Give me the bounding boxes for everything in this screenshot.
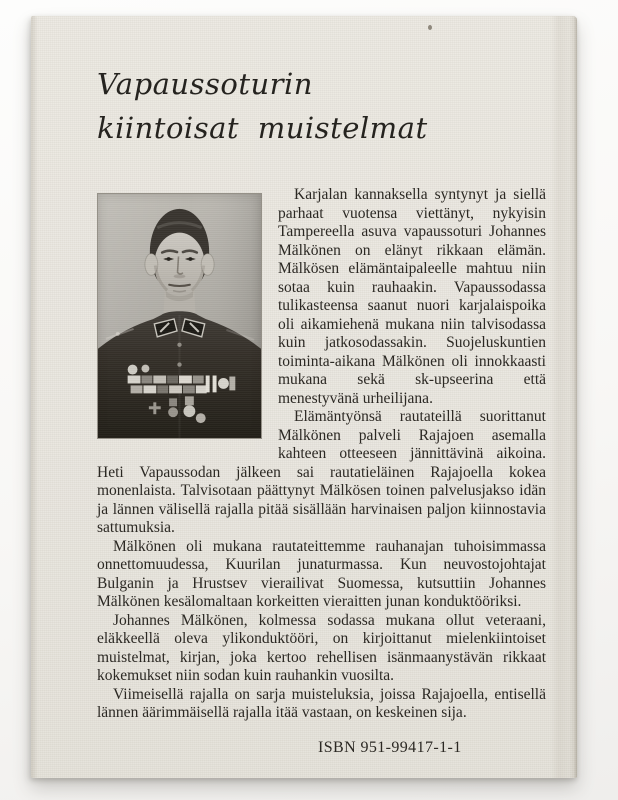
book-back-cover: [31, 16, 577, 778]
paragraph-2: Elämäntyönsä rautateillä suorittanut Mälkönen palveli Rajajoen asemalla kahteen otteeseen jännittävinä aikoina. Heti Vapaussodan jälkeen sai rautatieläinen Rajajoella kokea monenlaista. Talvisotaan päättynyt Mälkösen toinen palvelusjakso idän ja lännen välisellä rajalla pitää sisällään harvinaisen paljon kiinnostavia sattumuksia.: [97, 408, 546, 536]
title-line-2: kiintoisat muistelmat: [97, 111, 428, 145]
paragraph-1: Karjalan kannaksella syntynyt ja siellä parhaat vuotensa viettänyt, nykyisin Tampereella asuva vapaussoturi Johannes Mälkönen on elänyt rikkaan elämän. Mälkösen elämäntaipaleelle mahtuu niin sotaa kuin rauhaakin. Vapaussodassa tulikasteensa saanut nuori karjalaispoika oli aikamiehenä mukana niin talvisodassa kuin jatkosodassakin. Suojeluskuntien toiminta-aikana Mälkönen oli innokkaasti mukana sekä sk-upseerina että menestyvänä urheilijana.: [278, 186, 546, 407]
portrait-photo: [97, 193, 262, 439]
cover-speck: [428, 25, 432, 30]
book-title: [97, 62, 428, 150]
isbn-text: ISBN 951-99417-1-1: [318, 739, 462, 756]
title-line-1: Vapaussoturin: [97, 67, 313, 101]
paragraph-5: Viimeisellä rajalla on sarja muisteluksia, joissa Rajajoella, entisellä lännen äärimmäisellä rajalla itää vastaan, on keskeinen sija.: [97, 685, 546, 721]
body-text: [97, 186, 546, 723]
paragraph-3: Mälkönen oli mukana rautateittemme rauhanajan tuhoisimmassa onnettomuudessa, Kuurilan junaturmassa. Kun neuvostojohtajat Bulganin ja Hrustsev vierailivat Suomessa, kutsuttiin Johannes Mälkönen kesälomaltaan korkeitten vieraitten junan konduktööriksi.: [97, 537, 546, 610]
paragraph-4: Johannes Mälkönen, kolmessa sodassa mukana ollut veteraani, eläkkeellä oleva ylikonduktööri, on kirjoittanut mielenkiintoiset muistelmat, kirjan, joka kertoo rehellisen isänmaanystävän rikkaat kokemukset niin sodan kuin rauhankin vuosilta.: [97, 611, 546, 684]
portrait-photo-graphic: [98, 194, 261, 438]
